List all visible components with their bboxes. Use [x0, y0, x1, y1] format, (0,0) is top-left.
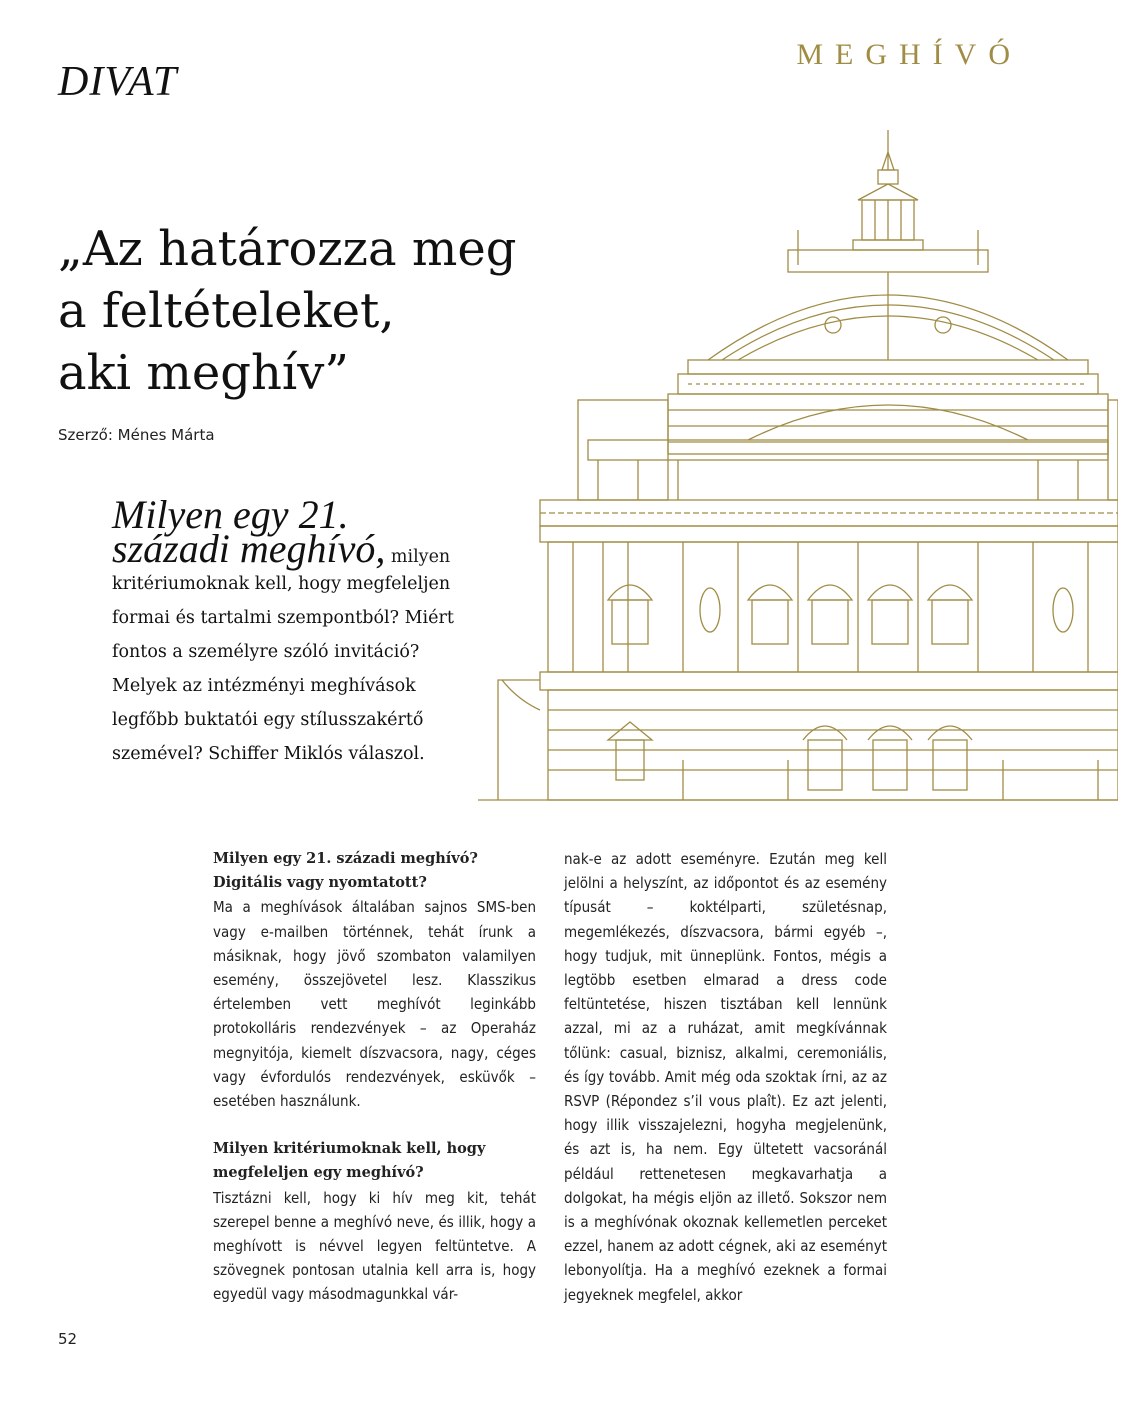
page-number: 52 — [58, 1330, 78, 1348]
answer-2: Tisztázni kell, hogy ki hív meg kit, tehát szerepel benne a meghívó neve, és illik, hogy a meghívott is névvel legyen feltüntetve. A szövegnek pontosan utalnia kell arra is, hogy egyedül vagy másodmagunkkal vár- — [213, 1188, 536, 1304]
article-column-right — [564, 847, 887, 1307]
lead-big-line-2: századi meghívó, — [112, 526, 386, 571]
paragraph-gap — [213, 1113, 536, 1137]
headline-line-3: aki meghív” — [58, 345, 349, 401]
lead-line-2 — [112, 526, 512, 571]
lead-line-4: formai és tartalmi szempontból? Miért — [112, 608, 454, 628]
lead-line-7: legfőbb buktatói egy stílusszakértő — [112, 710, 424, 730]
headline-line-1: „Az határozza meg — [58, 221, 517, 277]
main-colonnade — [540, 526, 1118, 690]
upper-facade — [540, 394, 1118, 526]
dome — [678, 250, 1098, 394]
answer-1: Ma a meghívások általában sajnos SMS-ben vagy e-mailben történnek, tehát írunk a másiknak, hogy jövő szombaton valamilyen esemény, összejövetel lesz. Klasszikus értelemben vett meghívót leginkább protokolláris rendezvények – az Operaház megnyitója, kiemelt díszvacsora, nagy, céges vagy évfordulós rendezvények, esküvők – esetében használunk. — [213, 898, 536, 1111]
lead-line-3: kritériumoknak kell, hogy megfeleljen — [112, 574, 451, 594]
headline-line-2: a feltételeket, — [58, 283, 395, 339]
spire — [798, 130, 978, 265]
question-2: Milyen kritériumoknak kell, hogy megfeleljen egy meghívó? — [213, 1140, 486, 1182]
building-illustration — [478, 100, 1118, 810]
ground-floor — [478, 680, 1118, 800]
lead-line-5: fontos a személyre szóló invitáció? — [112, 642, 420, 662]
lead-line-6: Melyek az intézményi meghívások — [112, 676, 416, 696]
lead-line-8: szemével? Schiffer Miklós válaszol. — [112, 744, 425, 764]
header-label: MEGHÍVÓ — [796, 38, 1022, 71]
lead-paragraph — [112, 492, 512, 771]
section-tag: DIVAT — [58, 59, 178, 105]
answer-2-continued: nak-e az adott eseményre. Ezután meg kell jelölni a helyszínt, az időpontot és az esemény típusát – koktélparti, születésnap, megemlékezés, díszvacsora, bármi egyéb –, hogy tudjuk, mit ünneplünk. Fontos, mégis a legtöbb esetben elmarad a dress code feltüntetése, hiszen tisztában kell lennünk azzal, mi az a ruházat, amit megkívánnak tőlünk: casual, biznisz, alkalmi, ceremoniális, és így tovább. Amit még oda szoktak írni, az az RSVP (Répondez s’il vous plaît). Ez azt jelenti, hogy illik visszajelezni, hogyha megjelenünk, és azt is, ha nem. Egy ültetett vacsoránál például rettenetesen megkavarhatja a dolgokat, ha mégis eljön az illető. Sokszor nem is a meghívónak okoznak kellemetlen perceket ezzel, hanem az adott cégnek, aki az eseményt lebonyolítja. Ha a meghívó ezeknek a formai jegyeknek megfelel, akkor — [564, 850, 887, 1304]
question-1: Milyen egy 21. századi meghívó? Digitális vagy nyomtatott? — [213, 850, 478, 892]
article-column-left — [213, 847, 536, 1307]
lead-line-2-tail: milyen — [385, 547, 451, 567]
lead-big-line-1: Milyen egy 21. — [112, 492, 349, 537]
author-byline: Szerző: Ménes Márta — [58, 426, 215, 444]
